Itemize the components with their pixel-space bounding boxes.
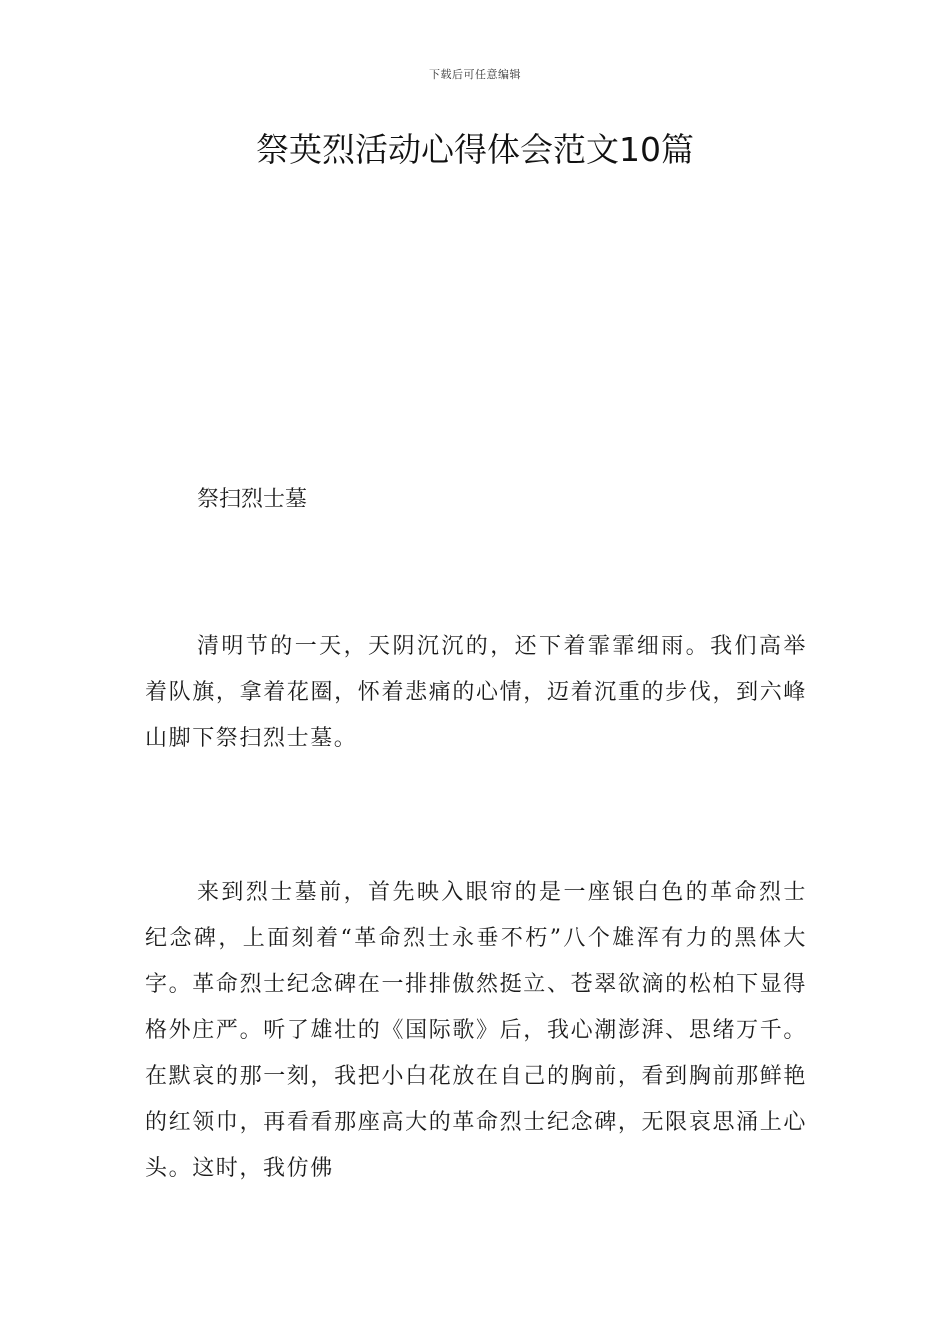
- paragraph-1: 清明节的一天，天阴沉沉的，还下着霏霏细雨。我们高举着队旗，拿着花圈，怀着悲痛的心情，迈着沉重的步伐，到六峰山脚下祭扫烈士墓。: [145, 634, 807, 751]
- paragraph-2: 来到烈士墓前，首先映入眼帘的是一座银白色的革命烈士纪念碑，上面刻着“革命烈士永垂不朽”八个雄浑有力的黑体大字。革命烈士纪念碑在一排排傲然挺立、苍翠欲滴的松柏下显得格外庄严。听了雄壮的《国际歌》后，我心潮澎湃、思绪万千。在默哀的那一刻，我把小白花放在自己的胸前，看到胸前那鲜艳的红领巾，再看看那座高大的革命烈士纪念碑，无限哀思涌上心头。这时，我仿佛: [145, 880, 807, 1181]
- header-note: 下载后可任意编辑: [429, 68, 521, 81]
- section-heading: 祭扫烈士墓: [197, 487, 308, 512]
- document-title: 祭英烈活动心得体会范文10篇: [256, 130, 694, 169]
